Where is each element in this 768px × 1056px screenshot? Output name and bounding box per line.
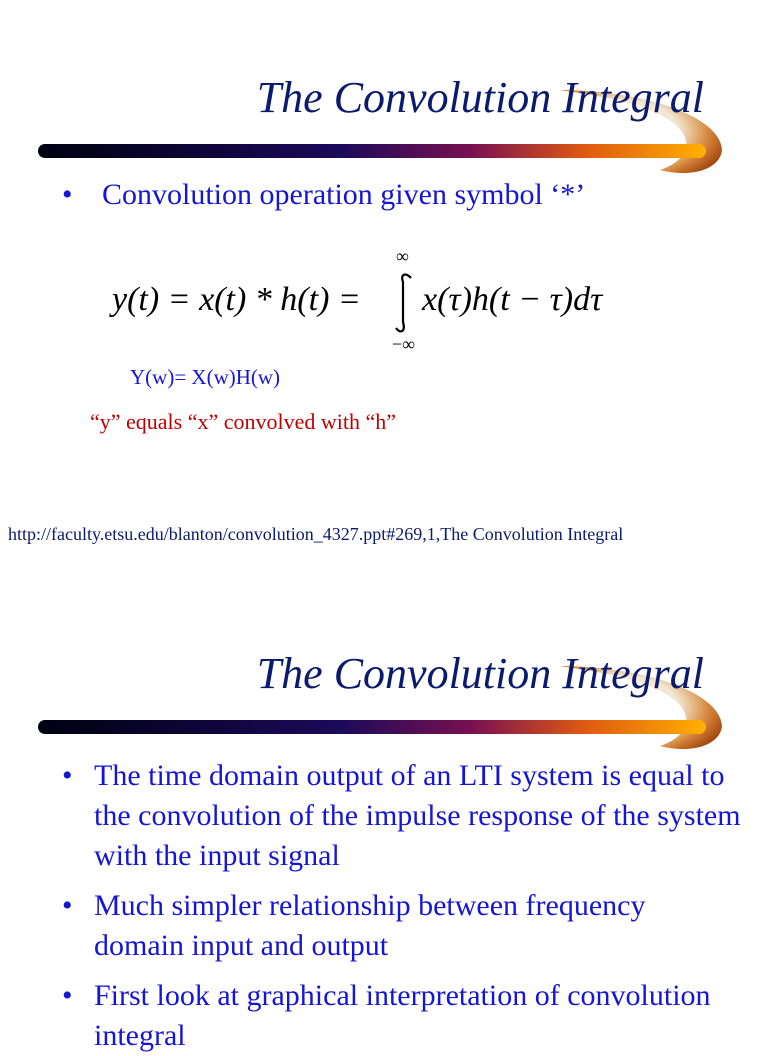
equation-integrand: x(τ)h(t − τ)dτ [422,281,603,318]
bullet-item [62,976,742,1056]
convolution-equation [100,248,660,363]
convolution-note: “y” equals “x” convolved with “h” [90,409,397,434]
equation-lhs: y(t) = x(t) * h(t) = [112,281,361,318]
source-url: http://faculty.etsu.edu/blanton/convolution_4327.ppt#269,1,The Convolution Integral [8,524,624,544]
slide-title: The Convolution Integral [256,649,704,698]
bullet-text: First look at graphical interpretation of convolution integral [94,979,711,1052]
bullet-item [62,886,742,966]
integral-lower-limit: −∞ [392,334,415,354]
bullet-item [62,178,585,212]
bullet-text: Much simpler relationship between frequency domain input and output [94,889,646,962]
bullet-text: The time domain output of an LTI system is equal to the convolution of the impulse response of the system with the input signal [94,759,741,872]
bullet-text: Convolution operation given symbol ‘*’ [102,178,586,211]
bullet-dot: • [62,759,73,792]
bullet-dot: • [62,979,73,1012]
bullet-dot: • [62,889,73,922]
integral-sign-icon [396,275,411,332]
frequency-equation: Y(w)= X(w)H(w) [130,365,281,389]
equation-graphic [100,248,660,358]
bullet-dot: • [62,178,73,211]
bullet-item [62,756,742,876]
integral-upper-limit: ∞ [396,248,409,266]
slide-title: The Convolution Integral [256,73,704,122]
